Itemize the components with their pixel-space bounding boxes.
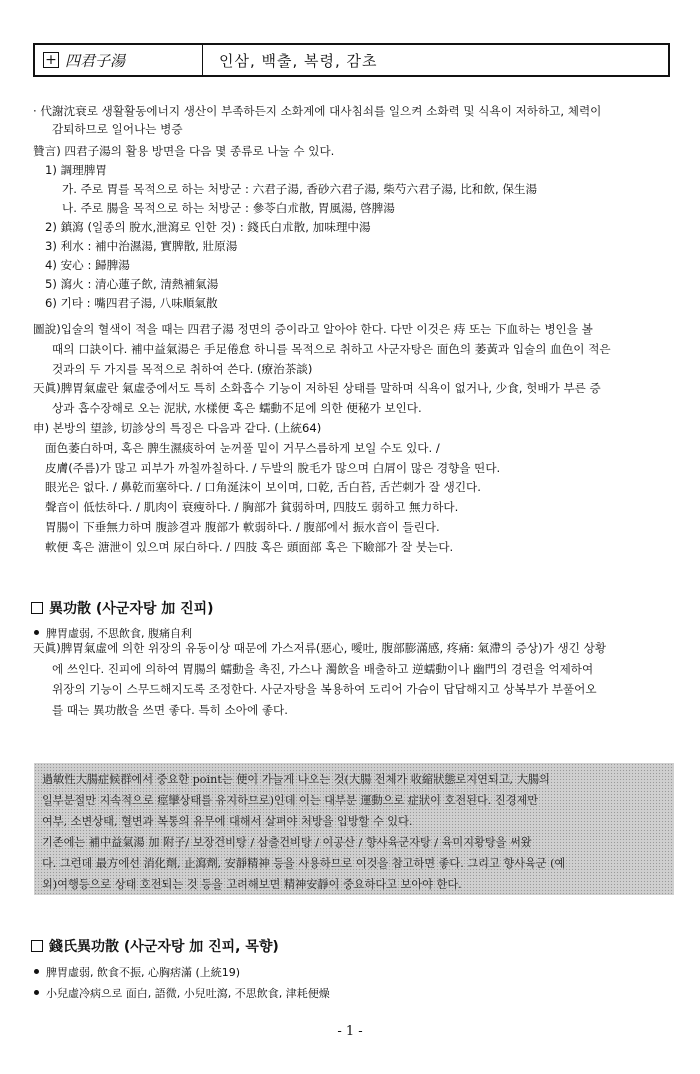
bullet-dot-icon [34, 990, 39, 995]
checkbox-square-icon [31, 940, 43, 952]
commentary-line: 때의 口訣이다. 補中益氣湯은 手足倦怠 하니를 목적으로 취하고 사군자탕은 面色의 萎黃과 입술의 血色이 적은 [52, 341, 611, 356]
use-item-line: 3) 利水 : 補中治濕湯, 實脾散, 壯原湯 [45, 239, 238, 253]
note-lines [42, 769, 666, 895]
section1-body-line: 를 때는 異功散을 쓰면 좋다. 특히 소아에 좋다. [52, 702, 288, 717]
note-line: 일부분절만 지속적으로 痙攣상태를 유지하므로)인데 이는 대부분 運動으로 症狀이 호전된다. 진경제만 [42, 794, 539, 807]
section1-body-line: 위장의 기능이 스무드해지도록 조정한다. 사군자탕을 복용하여 도리어 가슴이 답답해지고 상복부가 부풀어오 [52, 682, 597, 696]
ingredients-cell [203, 45, 668, 75]
intro-line-2: 감퇴하므로 일어나는 병증 [52, 122, 183, 136]
commentary-line: 胃腸이 下垂無力하며 腹診결과 腹部가 軟弱하다. / 腹部에서 振水音이 들린다. [45, 520, 440, 534]
use-item-line: 6) 기타 : 嘴四君子湯, 八味順氣散 [45, 296, 218, 310]
use-item-line: 나. 주로 腸을 목적으로 하는 처방군 : 參苓白朮散, 胃風湯, 啓脾湯 [62, 201, 395, 215]
intro-line-3: 贊言) 四君子湯의 활용 방면을 다음 몇 종류로 나눌 수 있다. [33, 144, 335, 158]
note-line: 여부, 소변상태, 혈변과 복통의 유무에 대해서 살펴야 처방을 입방할 수 있다. [42, 815, 413, 828]
use-item-line: 2) 鎮瀉 (일종의 脫水,泄瀉로 인한 것) : 錢氏白朮散, 加味理中湯 [45, 220, 371, 234]
intro-line-1: · 代謝沈衰로 생활활동에너지 생산이 부족하든지 소화계에 대사침쇠를 일으켜 소화력 및 식욕이 저하하고, 체력이 [33, 104, 602, 118]
note-box [34, 763, 674, 895]
commentary-line: 것과의 두 가지를 목적으로 취하여 쓴다. (療治茶談) [52, 361, 313, 376]
checkbox-square-icon [31, 602, 43, 614]
prescription-title: 四君子湯 [65, 51, 126, 70]
commentary-line: 眼光은 없다. / 鼻乾而塞하다. / 口角涎沫이 보이며, 口乾, 舌白苔, 舌芒刺가 잘 생긴다. [45, 480, 481, 495]
use-item-line: 5) 瀉火 : 清心蓮子飲, 清熱補氣湯 [45, 277, 219, 291]
bullet-dot-icon [34, 630, 39, 635]
use-item-line: 4) 安心 : 歸脾湯 [45, 258, 130, 272]
page-number: - 1 - [337, 1024, 363, 1039]
note-line: 過敏性大腸症候群에서 중요한 point는 便이 가늘게 나오는 것(大腸 전체가 收縮狀態로지연되고, 大腸의 [42, 773, 550, 786]
prescription-header [33, 43, 670, 77]
section-title-igongsan: 異功散 (사군자탕 加 진피) [31, 598, 214, 618]
note-line: 외)여행등으로 상태 호전되는 것 등을 고려해보면 精神安靜이 중요하다고 보아야 한다. [42, 878, 462, 891]
section1-body-line: 天眞)脾胃氣虛에 의한 위장의 유동이상 때문에 가스저류(惡心, 噯吐, 腹部膨滿感, 疼痛: 氣滯의 증상)가 생긴 상황 [33, 641, 607, 655]
commentary-line: 상과 흡수장해로 오는 泥狀, 水樣便 혹은 蠕動不足에 의한 便秘가 보인다. [52, 401, 422, 416]
bullet-item: 脾胃虛弱, 飲食不振, 心胸痞滿 (上統19) [34, 964, 240, 980]
commentary-line: 面色萎白하며, 혹은 脾生濕痰하여 눈꺼풀 밑이 거무스름하게 보일 수도 있다. / [45, 440, 440, 455]
bullet-dot-icon [34, 969, 39, 974]
commentary-line: 申) 본방의 望診, 切診상의 특징은 다음과 같다. (上統64) [33, 421, 322, 435]
note-line: 다. 그런데 最方에선 消化劑, 止瀉劑, 安靜精神 등을 사용하므로 이것을 참고하면 좋다. 그리고 향사육군 (예 [42, 857, 566, 870]
bullet-item: 小兒虛冷病으로 面白, 語微, 小兒吐瀉, 不思飲食, 津耗便燥 [34, 985, 330, 1001]
commentary-line: 皮膚(주름)가 많고 피부가 까칠까칠하다. / 두발의 脫毛가 많으며 白屑이 많은 경향을 띤다. [45, 460, 501, 475]
prescription-name-cell [35, 45, 203, 75]
commentary-line: 聲音이 低怯하다. / 肌肉이 衰瘦하다. / 胸部가 貧弱하며, 四肢도 弱하고 無力하다. [45, 500, 459, 515]
ingredients-text: 인삼, 백출, 복령, 감초 [219, 51, 378, 70]
use-item-line: 가. 주로 胃를 목적으로 하는 처방군 : 六君子湯, 香砂六君子湯, 柴芍六君子湯, 比和飲, 保生湯 [62, 182, 538, 196]
commentary-line: 軟便 혹은 溏泄이 있으며 尿白하다. / 四肢 혹은 頭面部 혹은 下瞼部가 잘 붓는다. [45, 539, 454, 554]
plus-box-icon: + [43, 52, 59, 68]
use-item-line: 1) 調理脾胃 [45, 163, 107, 177]
section1-body-line: 에 쓰인다. 진피에 의하여 胃腸의 蠕動을 촉진, 가스나 濁飲을 배출하고 逆蠕動이나 幽門의 경련을 억제하여 [52, 661, 594, 676]
commentary-line: 圖說)입술의 혈색이 적을 때는 四君子湯 정면의 증이라고 알아야 한다. 다만 이것은 痔 또는 下血하는 병인을 볼 [33, 322, 593, 336]
note-line: 기존에는 補中益氣湯 加 附子/ 보장건비탕 / 삼출건비탕 / 이공산 / 향사육군자탕 / 육미지황탕을 써왔 [42, 836, 532, 849]
bullet-item: 脾胃虛弱, 不思飲食, 腹痛自利 [34, 625, 192, 641]
section-title-jeonssi: 錢氏異功散 (사군자탕 加 진피, 목향) [31, 936, 279, 956]
commentary-line: 天眞)脾胃氣虛란 氣虛중에서도 특히 소화흡수 기능이 저하된 상태를 말하며 식욕이 없거나, 少食, 헛배가 부른 증 [33, 381, 601, 396]
